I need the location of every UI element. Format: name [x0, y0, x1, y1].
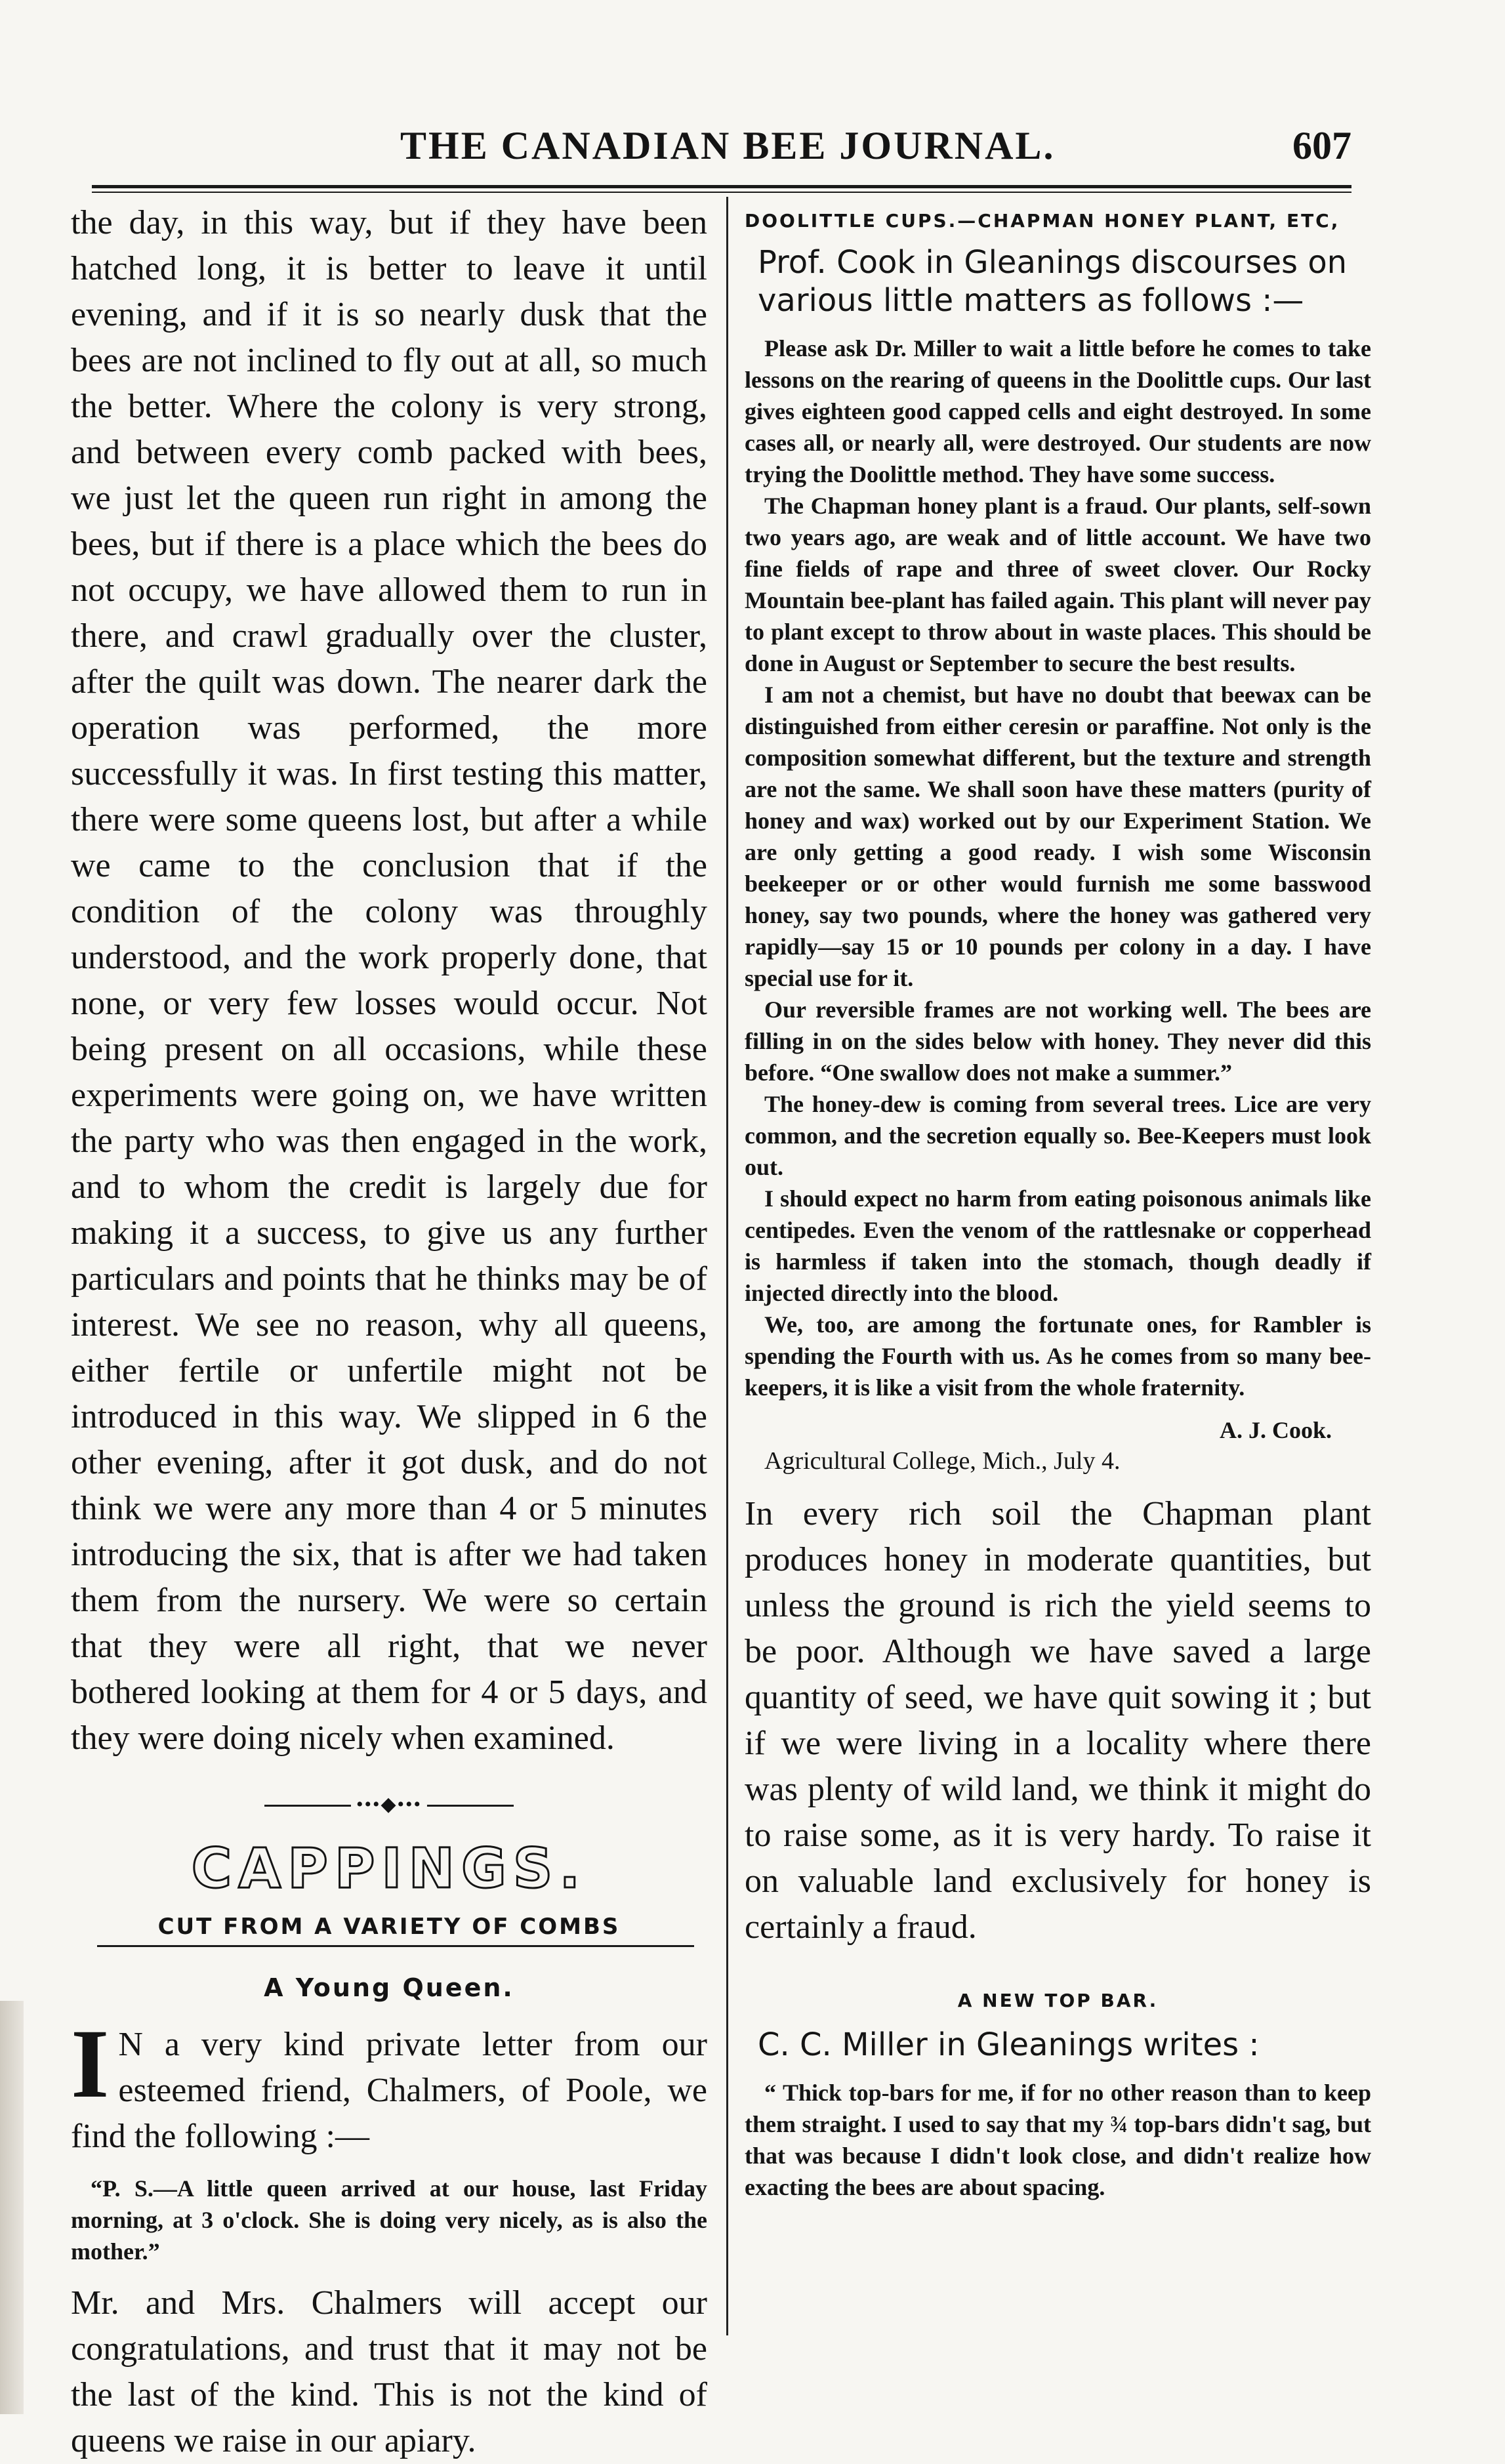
header-rule-thin	[92, 192, 1351, 193]
letter-paragraph: The honey-dew is coming from several trees. Lice are very common, and the secretion equally so. Bee-Keepers must look out.	[745, 1091, 1371, 1180]
body-paragraph: N a very kind private letter from our esteemed friend, Chalmers, of Poole, we find the following :—	[71, 2026, 707, 2155]
body-paragraph: In every rich soil the Chapman plant produces honey in moderate quantities, but unless the ground is rich the yield seems to be poor. Although we have saved a large quantity of seed, we have quit sowing it ; but if we were living in a locality where there was plenty of wild land, we think it might do to raise some, as it is very hardy. To raise it on valuable land exclusively for honey is certainly a fraud.	[745, 1495, 1371, 1946]
cappings-rule	[97, 1945, 694, 1947]
letter-paragraph: Our reversible frames are not working well. The bees are filling in on the sides below with honey. They never did this before. “One swallow does not make a summer.”	[745, 996, 1371, 1086]
page-header	[79, 123, 1351, 176]
young-queen-heading: A Young Queen.	[264, 1973, 514, 2002]
cook-letter	[745, 333, 1371, 1403]
young-queen-intro	[71, 2009, 707, 2160]
cook-intro: Prof. Cook in Gleanings discourses on various little matters as follows :—	[758, 244, 1348, 319]
quote-text: “ Thick top-bars for me, if for no other reason than to keep them straight. I used to say that my ¾ top-bars didn't sag, but that was because I didn't look close, and didn't realize how exacting the bees are about spacing.	[745, 2080, 1371, 2200]
top-bar-heading: A NEW TOP BAR.	[957, 1990, 1159, 2011]
section-ornament	[264, 1794, 514, 1815]
cappings-subtitle: CUT FROM A VARIETY OF COMBS	[157, 1914, 621, 1940]
right-column	[745, 210, 1371, 2216]
chapman-commentary	[745, 1491, 1371, 1950]
letter-paragraph: I should expect no harm from eating poisonous animals like centipedes. Even the venom of the rattlesnake or copperhead is harmless if taken into the stomach, though deadly if injected directly into the blood.	[745, 1185, 1371, 1306]
journal-title: THE CANADIAN BEE JOURNAL.	[400, 124, 1056, 167]
chalmers-congratulations	[71, 2280, 707, 2464]
page-spine-shadow	[0, 2001, 24, 2414]
header-rule	[92, 185, 1351, 188]
miller-intro: C. C. Miller in Gleanings writes :	[758, 2026, 1260, 2063]
column-divider	[726, 197, 728, 2335]
ornament-glyph: •••◆•••	[351, 1793, 427, 1816]
chalmers-quote	[71, 2173, 707, 2267]
dateline: Agricultural College, Mich., July 4.	[764, 1447, 1121, 1475]
body-paragraph: Mr. and Mrs. Chalmers will accept our congratulations, and trust that it may not be the last of the kind. This is not the kind of queens we raise in our apiary.	[71, 2284, 707, 2459]
page-number: 607	[1292, 124, 1351, 167]
letter-paragraph: I am not a chemist, but have no doubt that beewax can be distinguished from either ceresin or paraffine. Not only is the composition somewhat different, but the texture and strength are not the same. We shall soon have these matters (purity of honey and wax) worked out by our Experiment Station. We are only getting a good ready. I wish some Wisconsin beekeeper or or other would furnish me some basswood honey, say two pounds, where the honey was gathered very rapidly—say 15 or 10 pounds per colony in a day. I have special use for it.	[745, 682, 1371, 991]
body-paragraph: the day, in this way, but if they have been hatched long, it is better to leave it until evening, and if it is so nearly dusk that the bees are not inclined to fly out at all, so much the better. Where the colony is very strong, and between every comb packed with bees, we just let the queen run right in among the bees, but if there is a place which the bees do not occupy, we have allowed them to run in there, and crawl gradually over the cluster, after the quilt was down. The nearer dark the operation was performed, the more successfully it was. In first testing this matter, there were some queens lost, but after a while we came to the conclusion that if the condition of the colony was throughly understood, and the work properly done, that none, or very few losses would occur. Not being present on all occasions, while these experiments were going on, we have written the party who was then engaged in the work, and to whom the credit is largely due for making it a success, to give us any further particulars and points that he thinks may be of interest. We see no reason, why all queens, either fertile or unfertile might not be introduced in this way. We slipped in 6 the other evening, after it got dusk, and do not think we were any more than 4 or 5 minutes introducing the six, that is after we had taken them from the nursery. We were so certain that they were all right, that we never bothered looking at them for 4 or 5 days, and they were doing nicely when examined.	[71, 204, 707, 1757]
letter-paragraph: The Chapman honey plant is a fraud. Our plants, self-sown two years ago, are weak and of little account. We have two fine fields of rape and three of sweet clover. Our Rocky Mountain bee-plant has failed again. This plant will never pay to plant except to throw about in waste places. This should be done in August or September to secure the best results.	[745, 493, 1371, 676]
cappings-title: CAPPINGS.	[191, 1836, 587, 1900]
miller-quote	[745, 2077, 1371, 2203]
quote-text: “P. S.—A little queen arrived at our house, last Friday morning, at 3 o'clock. She is doing very nicely, as is also the mother.”	[71, 2175, 707, 2265]
left-column	[71, 200, 707, 2464]
letter-paragraph: We, too, are among the fortunate ones, for Rambler is spending the Fourth with us. As he comes from so many bee-keepers, it is like a visit from the whole fraternity.	[745, 1311, 1371, 1401]
doolittle-section-heading: DOOLITTLE CUPS.—CHAPMAN HONEY PLANT, ETC,	[745, 210, 1340, 232]
letter-paragraph: Please ask Dr. Miller to wait a little before he comes to take lessons on the rearing of queens in the Doolittle cups. Our last gives eighteen good capped cells and eight destroyed. In some cases all, or nearly all, were destroyed. Our students are now trying the Doolittle method. They have some success.	[745, 335, 1371, 487]
drop-cap: I	[71, 2009, 110, 2118]
introducing-queens-paragraph	[71, 200, 707, 1761]
signature: A. J. Cook.	[1219, 1417, 1332, 1443]
